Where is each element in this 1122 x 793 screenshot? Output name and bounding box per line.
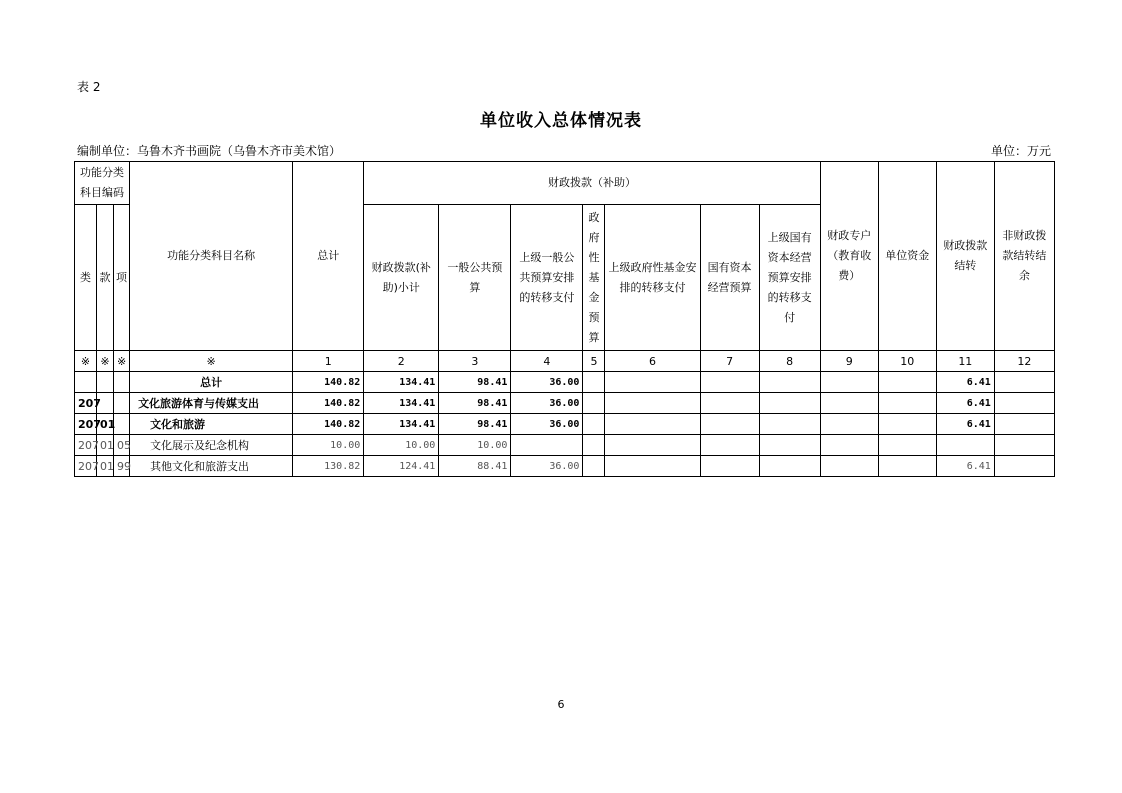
nonfiscal-carryover-cell <box>994 393 1054 414</box>
index-cell: ※ <box>114 351 130 372</box>
upper-gov-fund-cell <box>605 372 700 393</box>
total-cell: 140.82 <box>293 414 364 435</box>
gov-fund-cell <box>583 372 605 393</box>
state-capital-cell <box>700 414 759 435</box>
upper-gov-fund-cell <box>605 414 700 435</box>
index-cell: 5 <box>583 351 605 372</box>
state-capital-header: 国有资本经营预算 <box>700 205 759 351</box>
nonfiscal-carryover-cell <box>994 435 1054 456</box>
upper-general-cell: 36.00 <box>511 456 583 477</box>
index-cell: 1 <box>293 351 364 372</box>
upper-general-cell: 36.00 <box>511 393 583 414</box>
fiscal-subtotal-cell: 134.41 <box>364 414 439 435</box>
kuan-cell: 01 <box>97 456 114 477</box>
upper-state-capital-cell <box>759 372 820 393</box>
lei-cell: 207 <box>75 435 97 456</box>
gov-fund-cell <box>583 414 605 435</box>
index-cell: 3 <box>439 351 511 372</box>
special-account-cell <box>820 435 878 456</box>
upper-general-cell <box>511 435 583 456</box>
income-summary-table <box>74 161 1055 477</box>
fiscal-carryover-cell: 6.41 <box>936 414 994 435</box>
func-name-header: 功能分类科目名称 <box>130 162 293 351</box>
lei-cell: 207 <box>75 414 97 435</box>
state-capital-cell <box>700 456 759 477</box>
special-account-cell <box>820 414 878 435</box>
fiscal-carryover-header: 财政拨款结转 <box>936 162 994 351</box>
xiang-cell: 05 <box>114 435 130 456</box>
fiscal-subtotal-cell: 134.41 <box>364 372 439 393</box>
fiscal-header: 财政拨款（补助） <box>364 162 820 205</box>
xiang-cell <box>114 414 130 435</box>
unit-funds-cell <box>878 435 936 456</box>
general-budget-cell: 98.41 <box>439 414 511 435</box>
preparing-unit: 编制单位：乌鲁木齐书画院（乌鲁木齐市美术馆） <box>77 144 342 158</box>
upper-gov-fund-cell <box>605 456 700 477</box>
upper-state-capital-cell <box>759 456 820 477</box>
index-cell: ※ <box>130 351 293 372</box>
fiscal-subtotal-cell: 10.00 <box>364 435 439 456</box>
table-body <box>75 372 1055 477</box>
gov-fund-cell <box>583 456 605 477</box>
nonfiscal-carryover-cell <box>994 456 1054 477</box>
page-number: 6 <box>557 698 565 711</box>
index-cell: ※ <box>75 351 97 372</box>
fiscal-subtotal-cell: 124.41 <box>364 456 439 477</box>
lei-header: 类 <box>75 205 97 351</box>
xiang-cell: 99 <box>114 456 130 477</box>
state-capital-cell <box>700 393 759 414</box>
special-account-header: 财政专户（教育收费） <box>820 162 878 351</box>
fiscal-carryover-cell <box>936 435 994 456</box>
table-row <box>75 435 1055 456</box>
upper-state-capital-cell <box>759 435 820 456</box>
index-cell: ※ <box>97 351 114 372</box>
gov-fund-header: 政府性基金预算 <box>583 205 605 351</box>
general-budget-cell: 98.41 <box>439 372 511 393</box>
fiscal-carryover-cell: 6.41 <box>936 456 994 477</box>
kuan-header: 款 <box>97 205 114 351</box>
fiscal-subtotal-header: 财政拨款(补助)小计 <box>364 205 439 351</box>
fiscal-carryover-cell: 6.41 <box>936 393 994 414</box>
upper-general-cell: 36.00 <box>511 372 583 393</box>
index-cell: 6 <box>605 351 700 372</box>
general-budget-cell: 98.41 <box>439 393 511 414</box>
func-code-header: 功能分类科目编码 <box>75 162 130 205</box>
unit-funds-cell <box>878 372 936 393</box>
index-row <box>75 351 1055 372</box>
name-cell: 文化和旅游 <box>130 414 293 435</box>
index-cell: 11 <box>936 351 994 372</box>
general-budget-cell: 88.41 <box>439 456 511 477</box>
kuan-cell <box>97 372 114 393</box>
special-account-cell <box>820 456 878 477</box>
upper-general-header: 上级一般公共预算安排的转移支付 <box>511 205 583 351</box>
currency-unit: 单位：万元 <box>990 144 1051 158</box>
lei-cell: 207 <box>75 456 97 477</box>
unit-funds-cell <box>878 393 936 414</box>
xiang-cell <box>114 372 130 393</box>
upper-state-capital-cell <box>759 414 820 435</box>
name-cell: 其他文化和旅游支出 <box>130 456 293 477</box>
xiang-cell <box>114 393 130 414</box>
index-cell: 12 <box>994 351 1054 372</box>
upper-gov-fund-header: 上级政府性基金安排的转移支付 <box>605 205 700 351</box>
upper-state-capital-header: 上级国有资本经营预算安排的转移支付 <box>759 205 820 351</box>
table-row <box>75 393 1055 414</box>
unit-funds-header: 单位资金 <box>878 162 936 351</box>
xiang-header: 项 <box>114 205 130 351</box>
index-cell: 9 <box>820 351 878 372</box>
document-title: 单位收入总体情况表 <box>480 111 642 131</box>
upper-gov-fund-cell <box>605 435 700 456</box>
total-cell: 130.82 <box>293 456 364 477</box>
total-cell: 10.00 <box>293 435 364 456</box>
nonfiscal-carryover-cell <box>994 414 1054 435</box>
total-cell: 140.82 <box>293 393 364 414</box>
lei-cell: 207 <box>75 393 97 414</box>
fiscal-carryover-cell: 6.41 <box>936 372 994 393</box>
upper-gov-fund-cell <box>605 393 700 414</box>
index-cell: 2 <box>364 351 439 372</box>
table-label: 表 2 <box>77 80 101 94</box>
index-cell: 10 <box>878 351 936 372</box>
upper-general-cell: 36.00 <box>511 414 583 435</box>
unit-funds-cell <box>878 456 936 477</box>
total-header: 总计 <box>293 162 364 351</box>
upper-state-capital-cell <box>759 393 820 414</box>
general-budget-cell: 10.00 <box>439 435 511 456</box>
table-row <box>75 414 1055 435</box>
lei-cell <box>75 372 97 393</box>
header-row-1 <box>75 162 1055 205</box>
nonfiscal-carryover-header: 非财政拨款结转结余 <box>994 162 1054 351</box>
state-capital-cell <box>700 372 759 393</box>
name-cell: 总计 <box>130 372 293 393</box>
name-cell: 文化展示及纪念机构 <box>130 435 293 456</box>
index-cell: 8 <box>759 351 820 372</box>
index-cell: 4 <box>511 351 583 372</box>
total-cell: 140.82 <box>293 372 364 393</box>
nonfiscal-carryover-cell <box>994 372 1054 393</box>
state-capital-cell <box>700 435 759 456</box>
fiscal-subtotal-cell: 134.41 <box>364 393 439 414</box>
special-account-cell <box>820 393 878 414</box>
gov-fund-cell <box>583 435 605 456</box>
unit-funds-cell <box>878 414 936 435</box>
table-row <box>75 456 1055 477</box>
gov-fund-cell <box>583 393 605 414</box>
name-cell: 文化旅游体育与传媒支出 <box>130 393 293 414</box>
kuan-cell: 01 <box>97 435 114 456</box>
special-account-cell <box>820 372 878 393</box>
table-row <box>75 372 1055 393</box>
index-cell: 7 <box>700 351 759 372</box>
kuan-cell: 01 <box>97 414 114 435</box>
general-budget-header: 一般公共预算 <box>439 205 511 351</box>
